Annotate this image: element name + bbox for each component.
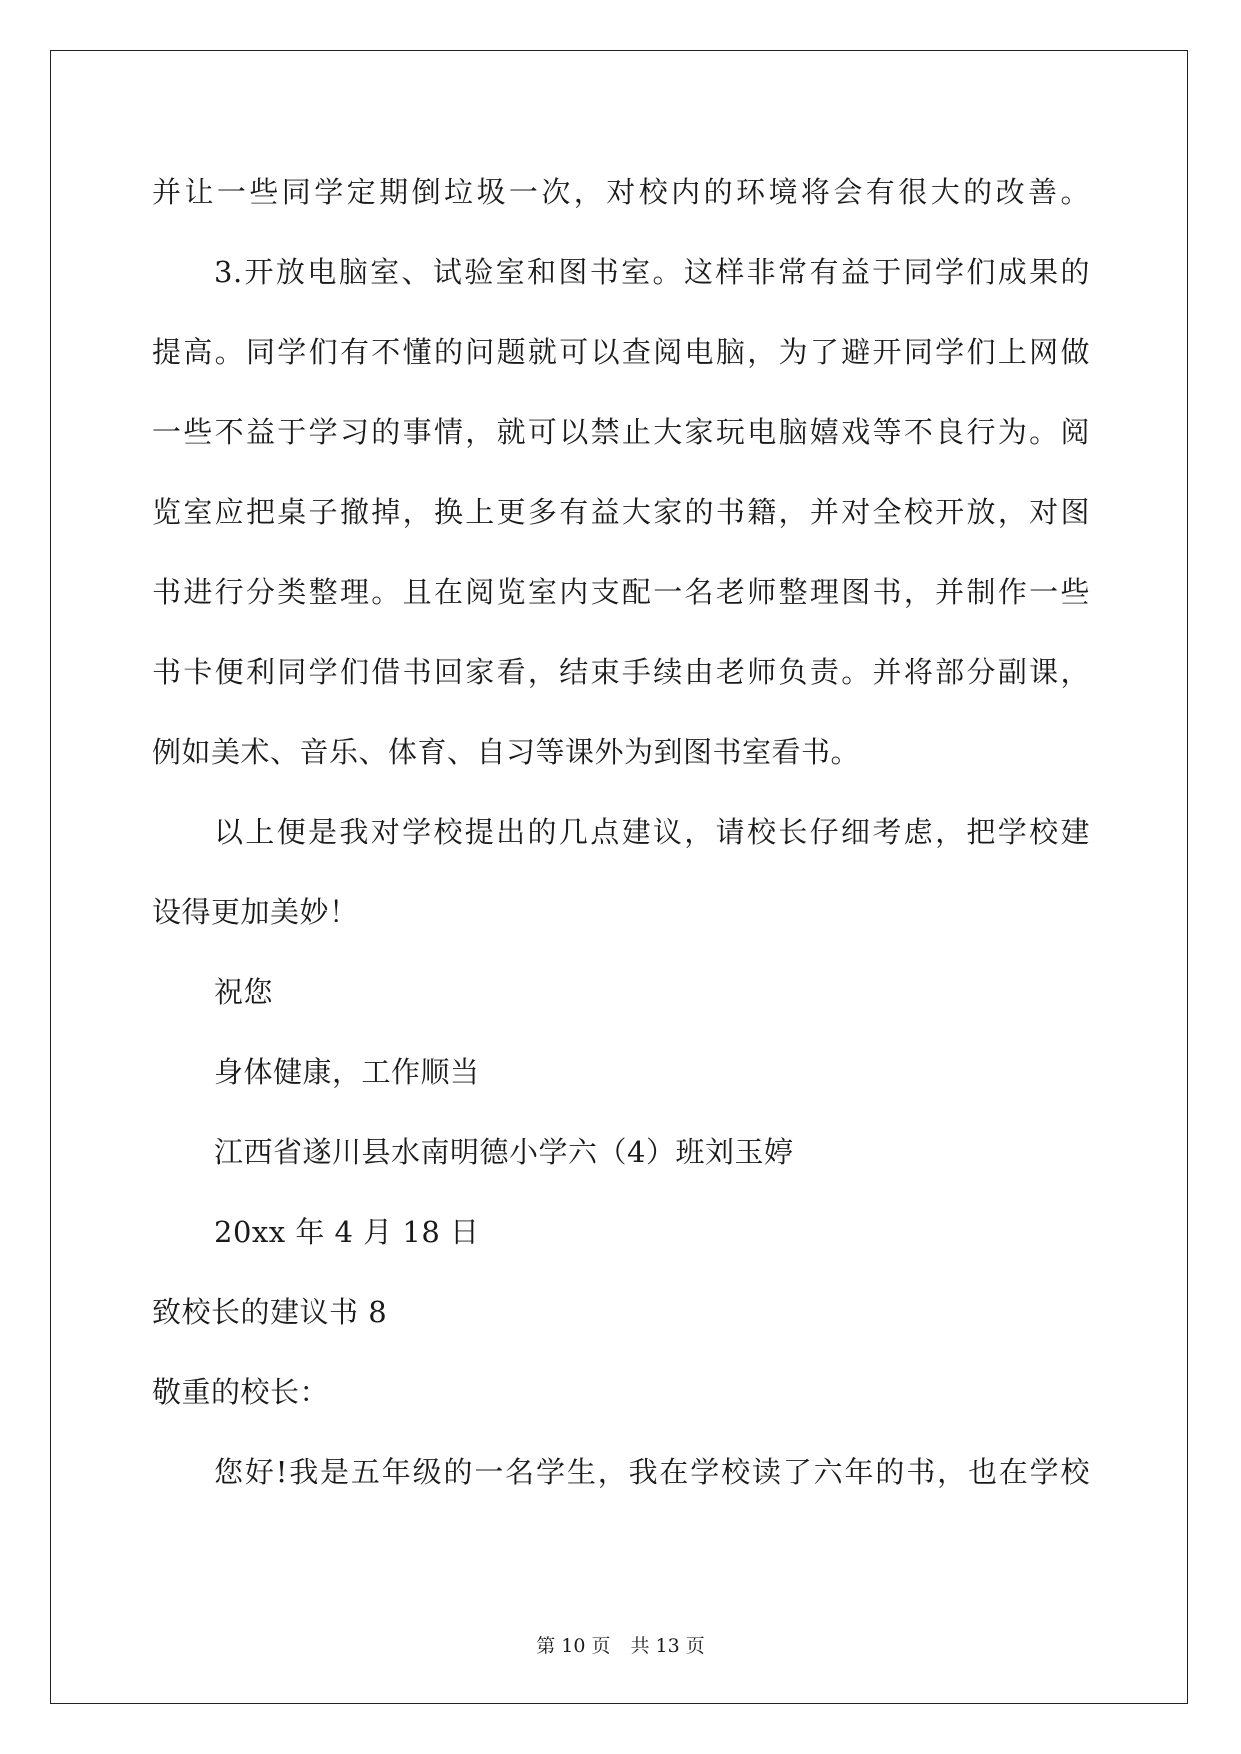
closing-wish: 身体健康，工作顺当	[214, 1055, 480, 1089]
page-footer	[0, 1634, 1241, 1658]
text-line: 例如美术、音乐、体育、自习等课外为到图书室看书。	[152, 735, 861, 769]
page-total: 共 13 页	[630, 1635, 705, 1657]
text-line: 览室应把桌子撤掉，换上更多有益大家的书籍，并对全校开放，对图	[152, 495, 1090, 529]
text-line: 书卡便利同学们借书回家看，结束手续由老师负责。并将部分副课，	[152, 655, 1090, 689]
text-line: 以上便是我对学校提出的几点建议，请校长仔细考虑，把学校建	[214, 815, 1090, 849]
text-line: 设得更加美妙！	[152, 895, 359, 929]
section-heading: 致校长的建议书 8	[152, 1295, 388, 1329]
text-line: 您好!我是五年级的一名学生，我在学校读了六年的书，也在学校	[214, 1455, 1090, 1489]
text-line: 并让一些同学定期倒垃圾一次，对校内的环境将会有很大的改善。	[152, 175, 1090, 209]
text-line: 3.开放电脑室、试验室和图书室。这样非常有益于同学们成果的	[214, 255, 1090, 289]
text-line: 书进行分类整理。且在阅览室内支配一名老师整理图书，并制作一些	[152, 575, 1090, 609]
signature-date: 20xx 年 4 月 18 日	[214, 1215, 480, 1249]
page-number: 第 10 页	[536, 1635, 611, 1657]
signature-author: 江西省遂川县水南明德小学六（4）班刘玉婷	[214, 1135, 794, 1169]
letter-greeting: 敬重的校长：	[152, 1375, 330, 1409]
closing-salutation: 祝您	[214, 975, 274, 1009]
text-line: 一些不益于学习的事情，就可以禁止大家玩电脑嬉戏等不良行为。阅	[152, 415, 1090, 449]
text-line: 提高。同学们有不懂的问题就可以查阅电脑，为了避开同学们上网做	[152, 335, 1090, 369]
